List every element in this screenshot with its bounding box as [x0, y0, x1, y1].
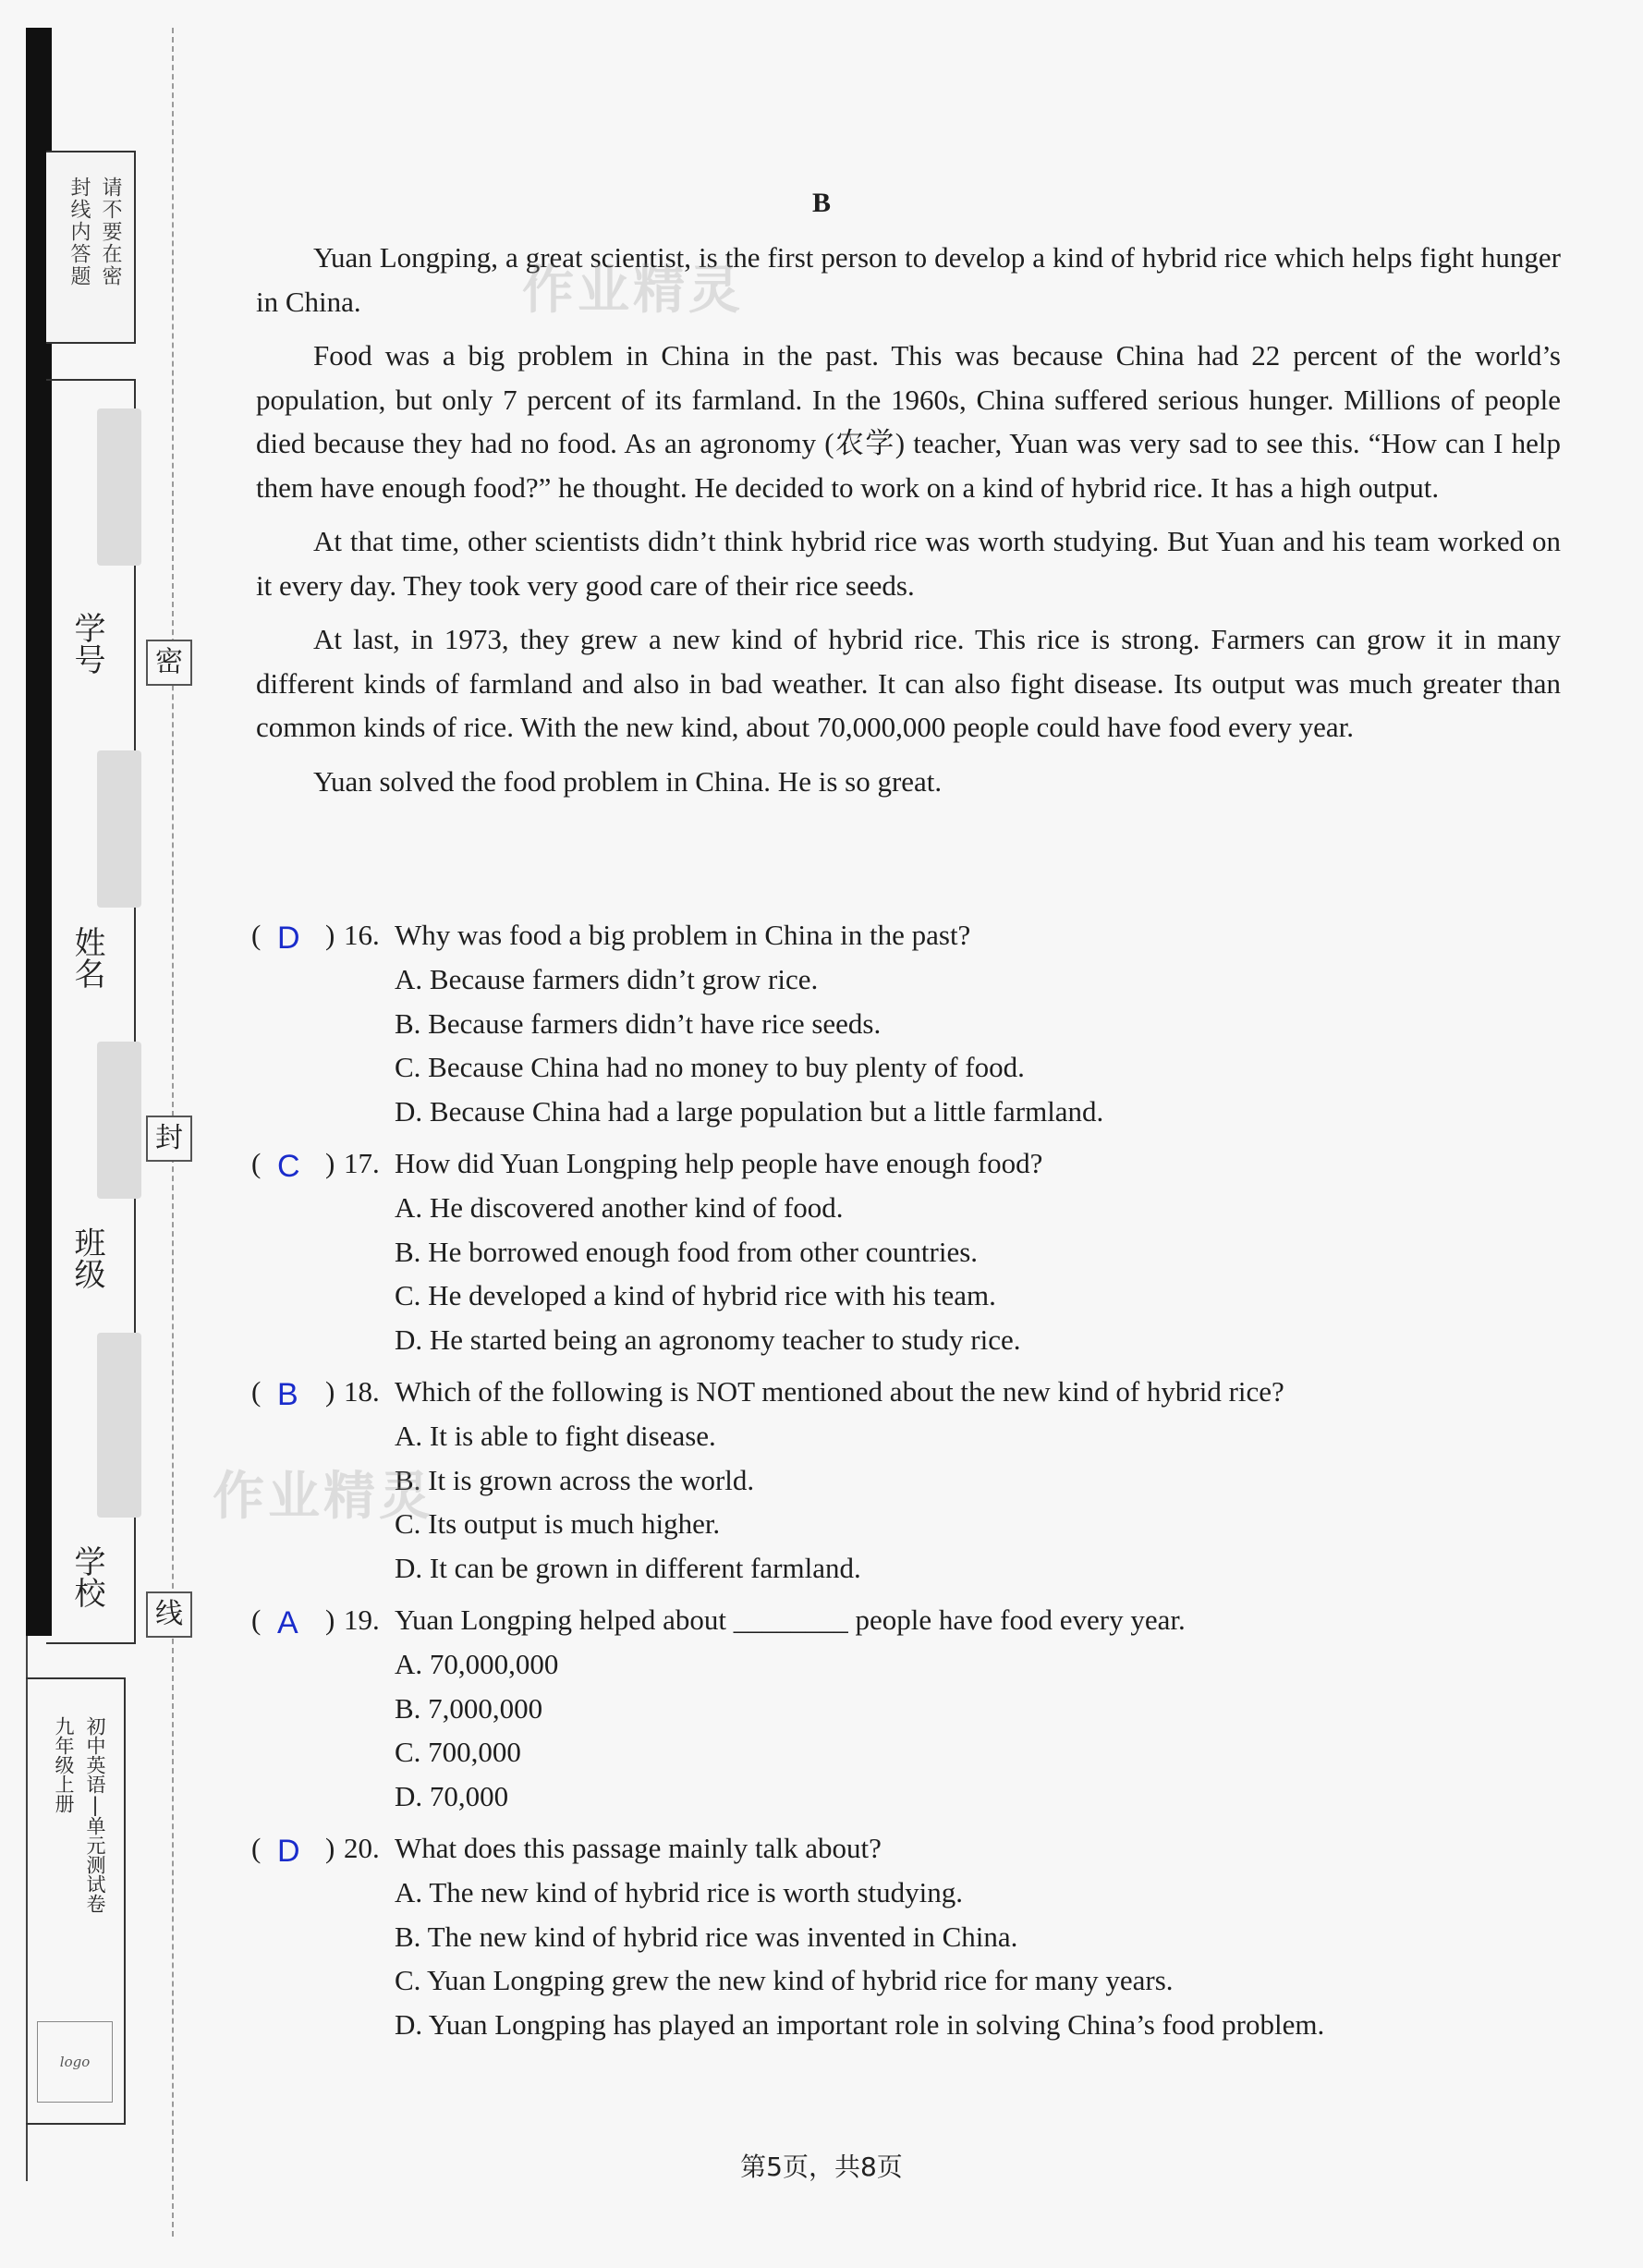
seal-char-mi: 密 [146, 640, 192, 686]
school-field[interactable] [97, 1333, 141, 1518]
student-id-label: 学号 [68, 612, 105, 675]
notice-box [46, 151, 136, 344]
seal-char-feng: 封 [146, 1116, 192, 1162]
passage-paragraph: Yuan solved the food problem in China. He is so great. [313, 764, 943, 798]
watermark: 作业精灵 [522, 261, 744, 321]
class-field[interactable] [97, 1042, 141, 1199]
answer-mark: D [277, 921, 300, 956]
option-d: D. It can be grown in different farmland. [395, 1552, 861, 1585]
student-id-field[interactable] [97, 408, 141, 566]
option-a: A. The new kind of hybrid rice is worth studying. [395, 1875, 964, 1908]
option-c: C. He developed a kind of hybrid rice with his team. [395, 1279, 996, 1312]
name-field[interactable] [97, 750, 141, 908]
name-label: 姓名 [68, 926, 105, 989]
passage-paragraph: At last, in 1973, they grew a new kind of hybrid rice. This rice is strong. Farmers can grow it in many different kinds of farmland and also in bad weather. It can also fight disease. Its output was much greater than common kinds of rice. With the new kind, about 70,000,000 people could have food every year. [256, 623, 1561, 743]
passage-paragraph: Yuan Longping, a great scientist, is the first person to develop a kind of hybrid rice which helps fight hunger in China. [256, 241, 1561, 318]
question-stem: Why was food a big problem in China in the past? [395, 919, 971, 951]
option-b: B. It is grown across the world. [395, 1463, 755, 1496]
question-list [251, 913, 1564, 2055]
answer-mark: A [277, 1604, 298, 1640]
question-stem: How did Yuan Longping help people have enough food? [395, 1146, 1043, 1179]
answer-mark: D [277, 1833, 300, 1869]
question-number: 16. [344, 919, 380, 951]
book-grade-text: 九年级上册 [53, 1716, 75, 1813]
notice-text-col1: 请不要在密 [99, 177, 122, 287]
seal-char-xian: 线 [146, 1591, 192, 1638]
answer-mark: C [277, 1148, 300, 1184]
option-b: B. Because farmers didn’t have rice seeds. [395, 1006, 882, 1040]
option-c: C. 700,000 [395, 1736, 521, 1769]
book-title-text: 初中英语|单元测试卷 [84, 1716, 106, 1913]
student-info-box [46, 379, 136, 1644]
reading-passage [256, 236, 1561, 813]
option-d: D. He started being an agronomy teacher to study rice. [395, 1323, 1021, 1357]
option-a: A. It is able to fight disease. [395, 1419, 716, 1452]
option-a: A. He discovered another kind of food. [395, 1190, 844, 1224]
option-b: B. The new kind of hybrid rice was invented in China. [395, 1920, 1018, 1953]
option-b: B. 7,000,000 [395, 1691, 543, 1725]
school-label: 学校 [68, 1545, 105, 1608]
question-number: 17. [344, 1146, 380, 1179]
question-16: ( D ) 16. Why was food a big problem in China in the past? A. Because farmers didn’t grow rice. B. Because farmers didn’t have rice seeds. C. Because China had no money to buy plenty of food. D. Because China had a large population but a little farmland. [251, 913, 1564, 1134]
question-19: ( A ) 19. Yuan Longping helped about ________ people have food every year. A. 70,000,000 B. 7,000,000 C. 700,000 D. 70,000 [251, 1598, 1564, 1819]
class-label: 班级 [68, 1226, 105, 1289]
question-17: ( C ) 17. How did Yuan Longping help people have enough food? A. He discovered another kind of food. B. He borrowed enough food from other countries. C. He developed a kind of hybrid rice with his team. D. He started being an agronomy teacher to study rice. [251, 1141, 1564, 1362]
question-stem: Yuan Longping helped about ________ people have food every year. [395, 1603, 1186, 1636]
option-a: A. 70,000,000 [395, 1647, 559, 1680]
book-info-box [26, 1677, 126, 2125]
option-d: D. 70,000 [395, 1780, 509, 1813]
answer-mark: B [277, 1376, 298, 1412]
question-stem: What does this passage mainly talk about? [395, 1831, 882, 1864]
option-b: B. He borrowed enough food from other countries. [395, 1235, 979, 1268]
question-number: 19. [344, 1603, 380, 1636]
question-20: ( D ) 20. What does this passage mainly talk about? A. The new kind of hybrid rice is worth studying. B. The new kind of hybrid rice was invented in China. C. Yuan Longping grew the new kind of hybrid rice for many years. D. Yuan Longping has played an important role in solving China’s food problem. [251, 1826, 1564, 2047]
option-c: C. Its output is much higher. [395, 1507, 721, 1541]
question-number: 18. [344, 1374, 380, 1408]
option-c: C. Because China had no money to buy plenty of food. [395, 1051, 1025, 1084]
watermark: 作业精灵 [213, 1467, 434, 1527]
question-stem: Which of the following is NOT mentioned about the new kind of hybrid rice? [395, 1374, 1284, 1408]
notice-text-col2: 封线内答题 [67, 177, 91, 287]
section-title: B [811, 188, 831, 218]
option-a: A. Because farmers didn’t grow rice. [395, 962, 819, 995]
publisher-logo: logo [37, 2021, 113, 2103]
option-d: D. Because China had a large population but a little farmland. [395, 1095, 1104, 1128]
option-d: D. Yuan Longping has played an important role in solving China’s food problem. [395, 2008, 1325, 2042]
passage-paragraph: Food was a big problem in China in the past. This was because China had 22 percent of the world’s population, but only 7 percent of its farmland. In the 1960s, China suffered serious hunger. Millions of people died because they had no food. As an agronomy (农学) teacher, Yuan was very sad to see this. “How can I help them have enough food?” he thought. He decided to work on a kind of hybrid rice. It has a high output. [256, 339, 1561, 504]
option-c: C. Yuan Longping grew the new kind of hybrid rice for many years. [395, 1964, 1174, 1997]
question-number: 20. [344, 1831, 380, 1864]
question-18: ( B ) 18. Which of the following is NOT mentioned about the new kind of hybrid rice? A. It is able to fight disease. B. It is grown across the world. C. Its output is much higher. D. It can be grown in different farmland. [251, 1370, 1564, 1591]
page-footer: 第5页，共8页 [740, 2152, 903, 2182]
passage-paragraph: At that time, other scientists didn’t think hybrid rice was worth studying. But Yuan and his team worked on it every day. They took very good care of their rice seeds. [256, 525, 1561, 602]
